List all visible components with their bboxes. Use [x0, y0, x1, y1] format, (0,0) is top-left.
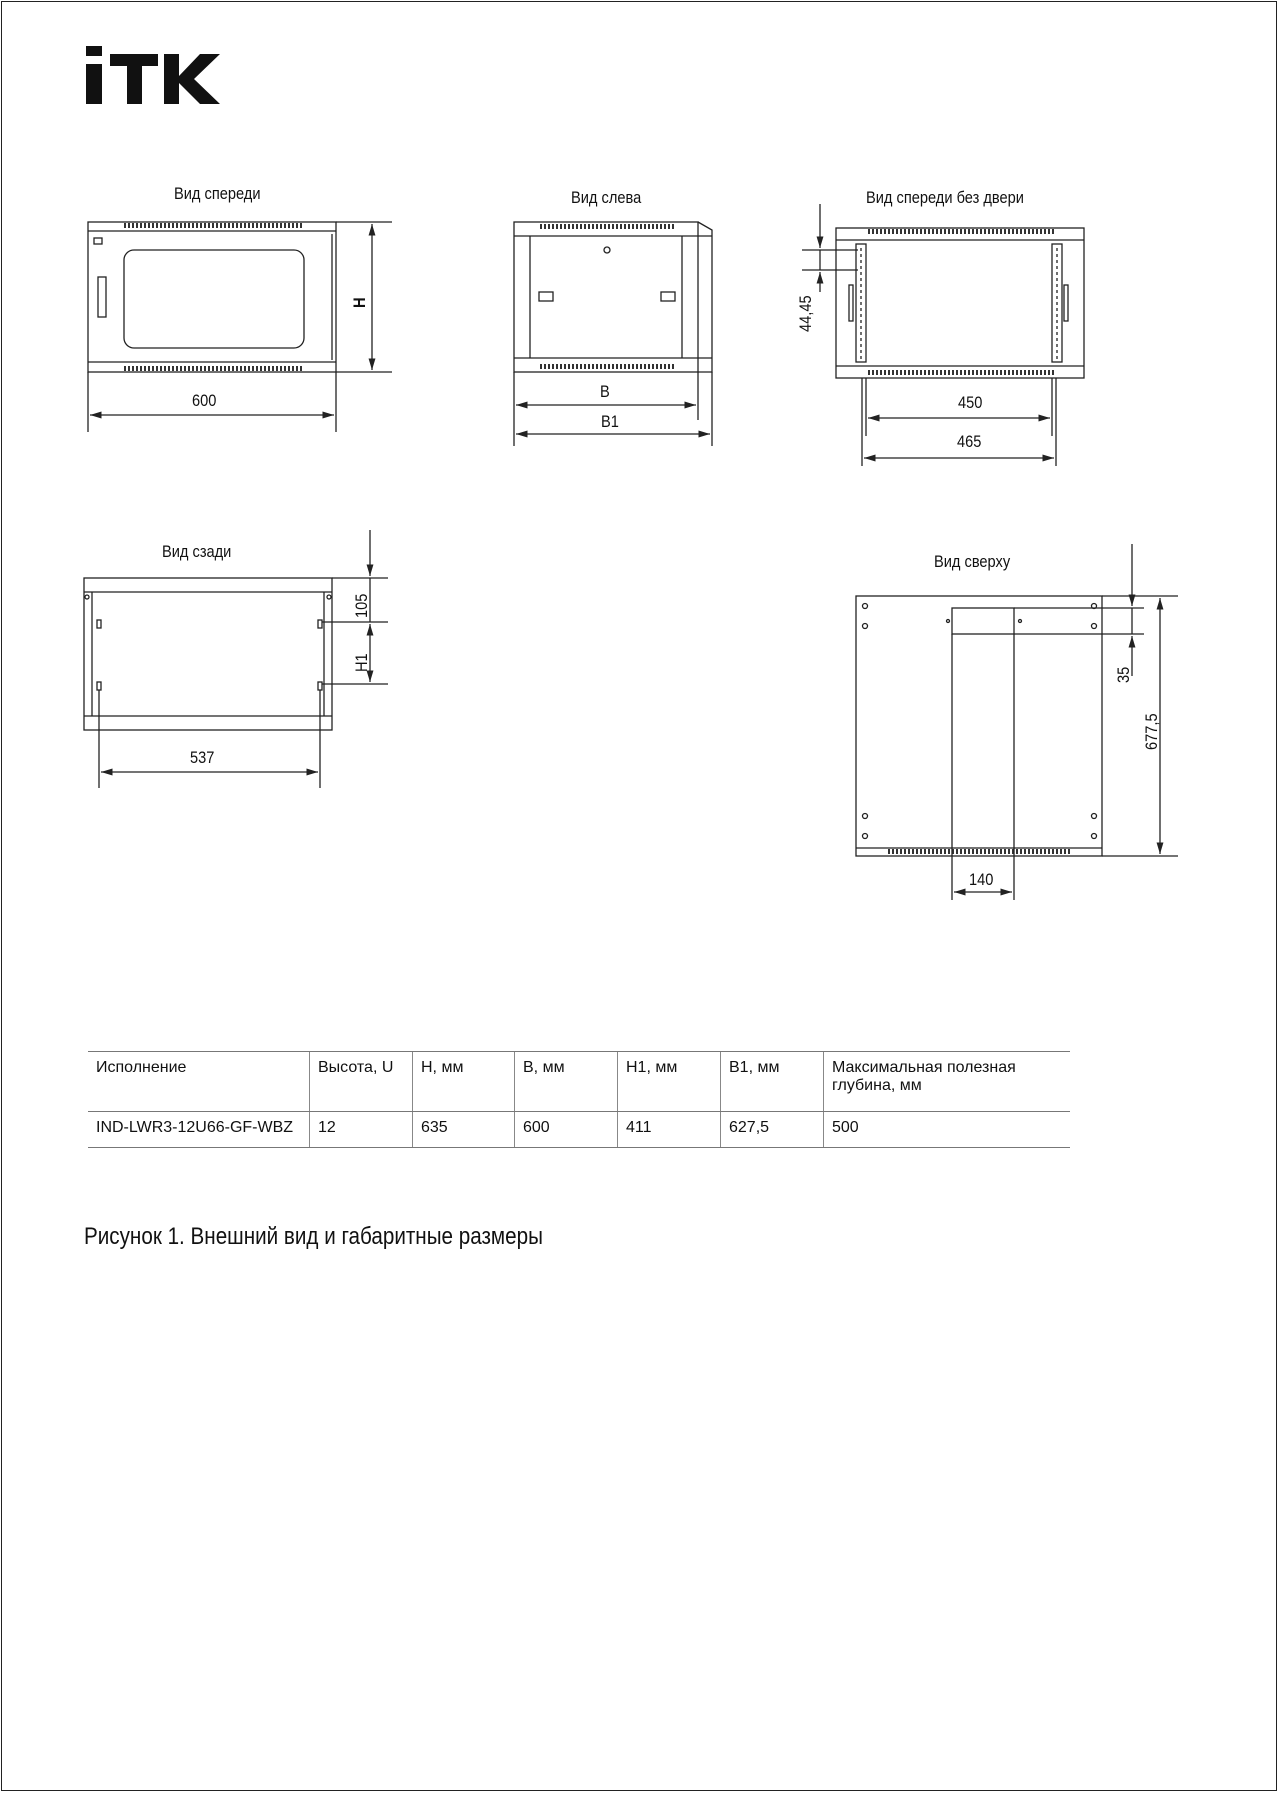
dim-rear-105: 105 — [352, 593, 371, 618]
front-no-door-drawing — [802, 204, 1084, 466]
col-header-h1: H1, мм — [618, 1052, 721, 1112]
dim-left-b1: B1 — [601, 412, 619, 431]
cell-h: 635 — [413, 1112, 515, 1148]
dim-rear-h1: H1 — [352, 653, 371, 672]
left-view-title: Вид слева — [571, 188, 642, 207]
cell-b1: 627,5 — [721, 1112, 824, 1148]
col-header-version: Исполнение — [88, 1052, 310, 1112]
cell-b: 600 — [515, 1112, 618, 1148]
table-row — [88, 1112, 1070, 1148]
cell-version: IND-LWR3-12U66-GF-WBZ — [88, 1112, 310, 1148]
dim-top-140: 140 — [969, 870, 994, 889]
table-header-row — [88, 1052, 1070, 1112]
col-header-max-depth: Максимальная полезная глубина, мм — [824, 1052, 1071, 1112]
dim-top-677: 677,5 — [1142, 713, 1161, 750]
col-header-height-u: Высота, U — [310, 1052, 413, 1112]
dim-nodoor-465: 465 — [957, 432, 982, 451]
spec-table — [88, 1051, 1070, 1148]
cell-height-u: 12 — [310, 1112, 413, 1148]
top-view-drawing — [856, 544, 1178, 900]
dim-front-height: H — [350, 297, 369, 308]
rear-view-title: Вид сзади — [162, 542, 232, 561]
col-header-b: B, мм — [515, 1052, 618, 1112]
col-header-b1: B1, мм — [721, 1052, 824, 1112]
dim-nodoor-450: 450 — [958, 393, 983, 412]
dim-nodoor-unit: 44,45 — [796, 295, 815, 332]
top-view-title: Вид сверху — [934, 552, 1011, 571]
col-header-h: H, мм — [413, 1052, 515, 1112]
front-view-drawing — [88, 222, 392, 432]
dim-rear-537: 537 — [190, 748, 215, 767]
cell-max-depth: 500 — [824, 1112, 1071, 1148]
dim-front-width: 600 — [192, 391, 217, 410]
dim-left-b: B — [600, 382, 610, 401]
cell-h1: 411 — [618, 1112, 721, 1148]
front-no-door-view-title: Вид спереди без двери — [866, 188, 1024, 207]
front-view-title: Вид спереди — [174, 184, 261, 203]
rear-view-drawing — [84, 530, 388, 788]
dim-top-35: 35 — [1114, 666, 1133, 683]
figure-caption: Рисунок 1. Внешний вид и габаритные размеры — [84, 1223, 543, 1250]
